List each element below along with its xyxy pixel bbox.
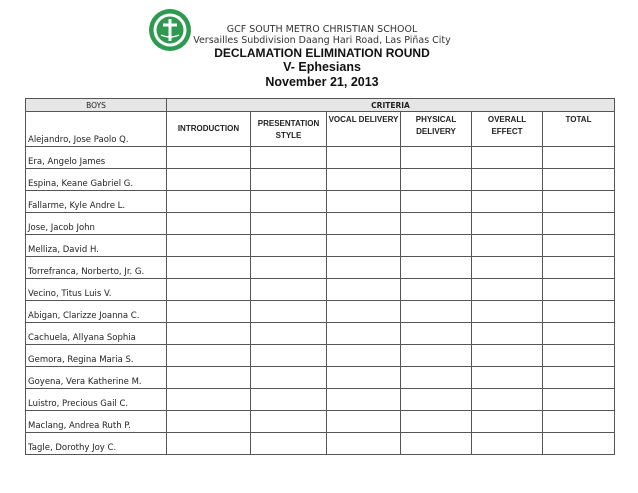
score-cell bbox=[401, 301, 472, 323]
table-row bbox=[26, 257, 615, 279]
column-introduction bbox=[167, 112, 251, 147]
score-cell bbox=[251, 411, 327, 433]
score-cell bbox=[472, 191, 543, 213]
column-label: INTRODUCTION bbox=[177, 124, 240, 133]
score-sheet-table bbox=[25, 98, 615, 455]
name-cell: Espina, Keane Gabriel G. bbox=[26, 169, 167, 191]
name-cell: Fallarme, Kyle Andre L. bbox=[26, 191, 167, 213]
table-header-row bbox=[26, 99, 615, 112]
column-label: VOCAL DELIVERY bbox=[328, 115, 399, 124]
score-cell bbox=[251, 257, 327, 279]
score-cell bbox=[167, 257, 251, 279]
score-cell bbox=[401, 279, 472, 301]
score-cell bbox=[401, 323, 472, 345]
table-row bbox=[26, 191, 615, 213]
score-cell bbox=[472, 323, 543, 345]
score-cell bbox=[401, 411, 472, 433]
column-vocal-delivery bbox=[327, 112, 401, 147]
score-cell bbox=[472, 433, 543, 455]
column-label: PRESENTATION STYLE bbox=[257, 119, 320, 140]
name-cell: Luistro, Precious Gail C. bbox=[26, 389, 167, 411]
score-cell bbox=[401, 169, 472, 191]
score-cell bbox=[327, 147, 401, 169]
event-date: November 21, 2013 bbox=[265, 75, 379, 89]
table-row bbox=[26, 301, 615, 323]
score-cell bbox=[251, 191, 327, 213]
column-physical-delivery bbox=[401, 112, 472, 147]
table-row bbox=[26, 345, 615, 367]
score-cell bbox=[251, 433, 327, 455]
score-cell bbox=[167, 433, 251, 455]
score-cell bbox=[251, 213, 327, 235]
name-cell: Jose, Jacob John bbox=[26, 213, 167, 235]
table-row bbox=[26, 279, 615, 301]
column-total bbox=[543, 112, 615, 147]
name-cell: Torrefranca, Norberto, Jr. G. bbox=[26, 257, 167, 279]
document-title: DECLAMATION ELIMINATION ROUND bbox=[214, 46, 430, 60]
score-cell bbox=[327, 433, 401, 455]
score-cell bbox=[167, 389, 251, 411]
name-cell: Goyena, Vera Katherine M. bbox=[26, 367, 167, 389]
criteria-header: CRITERIA bbox=[167, 99, 615, 112]
score-cell bbox=[167, 235, 251, 257]
name-cell: Abigan, Clarizze Joanna C. bbox=[26, 301, 167, 323]
boys-header: BOYS bbox=[26, 99, 167, 112]
score-cell bbox=[472, 411, 543, 433]
section-name: V- Ephesians bbox=[283, 60, 361, 74]
score-cell bbox=[327, 169, 401, 191]
score-cell bbox=[472, 345, 543, 367]
score-cell bbox=[167, 169, 251, 191]
score-cell bbox=[472, 301, 543, 323]
name-cell: Vecino, Titus Luis V. bbox=[26, 279, 167, 301]
score-cell bbox=[543, 169, 615, 191]
column-overall-effect bbox=[472, 112, 543, 147]
score-cell bbox=[543, 235, 615, 257]
school-address: Versailles Subdivision Daang Hari Road, Las Piñas City bbox=[193, 35, 451, 46]
score-cell bbox=[472, 389, 543, 411]
score-cell bbox=[327, 235, 401, 257]
score-cell bbox=[251, 301, 327, 323]
score-cell bbox=[401, 433, 472, 455]
score-cell bbox=[401, 235, 472, 257]
score-cell bbox=[251, 235, 327, 257]
column-label: PHYSICAL DELIVERY bbox=[415, 115, 457, 136]
score-cell bbox=[543, 191, 615, 213]
score-cell bbox=[401, 213, 472, 235]
score-cell bbox=[543, 301, 615, 323]
column-label: TOTAL bbox=[565, 115, 592, 124]
score-cell bbox=[327, 323, 401, 345]
score-cell bbox=[472, 169, 543, 191]
table-row bbox=[26, 323, 615, 345]
score-cell bbox=[251, 323, 327, 345]
score-cell bbox=[327, 367, 401, 389]
column-presentation-style bbox=[251, 112, 327, 147]
score-cell bbox=[543, 279, 615, 301]
score-cell bbox=[472, 235, 543, 257]
score-cell bbox=[251, 279, 327, 301]
score-cell bbox=[327, 301, 401, 323]
score-cell bbox=[543, 213, 615, 235]
score-cell bbox=[401, 257, 472, 279]
score-cell bbox=[472, 213, 543, 235]
score-cell bbox=[167, 411, 251, 433]
score-cell bbox=[167, 301, 251, 323]
document-header bbox=[192, 24, 452, 90]
score-cell bbox=[327, 213, 401, 235]
score-cell bbox=[251, 169, 327, 191]
score-cell bbox=[167, 147, 251, 169]
score-cell bbox=[472, 257, 543, 279]
name-cell: Alejandro, Jose Paolo Q. bbox=[26, 112, 167, 147]
score-cell bbox=[251, 367, 327, 389]
score-cell bbox=[327, 345, 401, 367]
school-name: GCF SOUTH METRO CHRISTIAN SCHOOL bbox=[226, 24, 418, 35]
criteria-columns-row bbox=[26, 112, 615, 147]
table-row bbox=[26, 411, 615, 433]
name-cell: Melliza, David H. bbox=[26, 235, 167, 257]
score-cell bbox=[167, 213, 251, 235]
score-cell bbox=[401, 367, 472, 389]
score-cell bbox=[167, 279, 251, 301]
score-cell bbox=[401, 191, 472, 213]
score-cell bbox=[327, 411, 401, 433]
column-label: OVERALL EFFECT bbox=[487, 115, 527, 136]
score-cell bbox=[401, 389, 472, 411]
score-cell bbox=[543, 411, 615, 433]
name-cell: Gemora, Regina Maria S. bbox=[26, 345, 167, 367]
table-row bbox=[26, 213, 615, 235]
score-cell bbox=[167, 367, 251, 389]
score-cell bbox=[401, 345, 472, 367]
score-cell bbox=[472, 367, 543, 389]
score-cell bbox=[167, 191, 251, 213]
score-cell bbox=[472, 279, 543, 301]
table-row bbox=[26, 389, 615, 411]
score-cell bbox=[543, 147, 615, 169]
score-cell bbox=[543, 389, 615, 411]
score-cell bbox=[251, 389, 327, 411]
score-cell bbox=[251, 345, 327, 367]
score-cell bbox=[543, 257, 615, 279]
score-cell bbox=[327, 191, 401, 213]
table-row bbox=[26, 235, 615, 257]
score-cell bbox=[472, 147, 543, 169]
table-row bbox=[26, 147, 615, 169]
table-row bbox=[26, 367, 615, 389]
name-cell: Tagle, Dorothy Joy C. bbox=[26, 433, 167, 455]
name-cell: Cachuela, Allyana Sophia bbox=[26, 323, 167, 345]
score-cell bbox=[251, 147, 327, 169]
table-row bbox=[26, 433, 615, 455]
name-cell: Maclang, Andrea Ruth P. bbox=[26, 411, 167, 433]
score-cell bbox=[167, 323, 251, 345]
table-row bbox=[26, 169, 615, 191]
score-cell bbox=[543, 433, 615, 455]
score-cell bbox=[167, 345, 251, 367]
name-cell: Era, Angelo James bbox=[26, 147, 167, 169]
score-cell bbox=[543, 345, 615, 367]
score-cell bbox=[327, 389, 401, 411]
score-cell bbox=[327, 257, 401, 279]
score-cell bbox=[543, 323, 615, 345]
score-cell bbox=[327, 279, 401, 301]
score-cell bbox=[543, 367, 615, 389]
score-cell bbox=[401, 147, 472, 169]
school-logo bbox=[148, 8, 192, 52]
